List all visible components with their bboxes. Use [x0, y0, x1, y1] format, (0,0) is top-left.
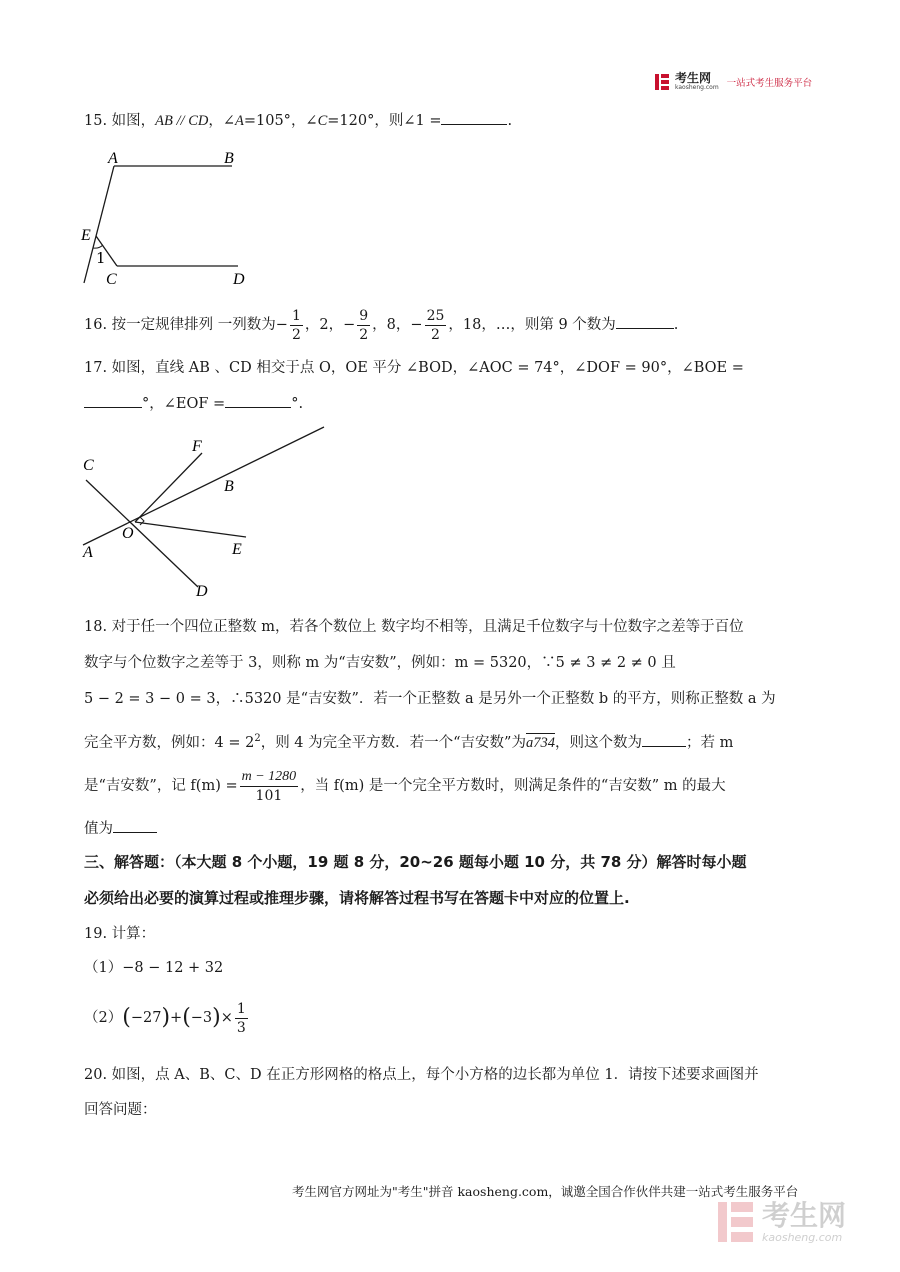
- q20-line2: 回答问题：: [84, 1102, 157, 1118]
- q19-part2: （2）(−27)+(−3)× $\frac{1}{3}$: [84, 1000, 246, 1036]
- q17-label-B: B: [224, 478, 234, 495]
- q18-line6: 值为: [84, 818, 157, 839]
- q15-label-A: A: [108, 150, 118, 167]
- watermark: [716, 1200, 846, 1244]
- q17-answer-blank-1[interactable]: [84, 393, 142, 408]
- q15-answer-blank[interactable]: [441, 110, 507, 125]
- header-logo: [653, 72, 812, 91]
- q17-label-O: O: [122, 525, 134, 542]
- q18-line2: 数字与个位数字之差等于 3，则称 m 为“吉安数”，例如：m = 5320，∵5 ≠ 3 ≠ 2 ≠ 0 且: [84, 655, 676, 671]
- q16-answer-blank[interactable]: [616, 314, 674, 329]
- logo-domain: kaosheng.com: [675, 84, 719, 91]
- q16-text: 16. 按一定规律排列 一列数为− $\frac{1}{2}$ ，2，− $\frac{9}{2}$ ，8，− $\frac{25}{2}$ ，18，…，则第 9 个数为 .: [84, 307, 679, 343]
- q15-figure: [78, 145, 278, 295]
- watermark-logo-icon: [716, 1200, 756, 1244]
- q15-label-1: 1: [96, 249, 106, 267]
- q18-line5: 是“吉安数”，记 f(m) = $\frac{m - 1280}{101}$ ，当 f(m) 是一个完全平方数时，则满足条件的“吉安数” m 的最大: [84, 768, 726, 804]
- q18-line3: 5 − 2 = 3 − 0 = 3，∴5320 是“吉安数”．若一个正整数 a 是另外一个正整数 b 的平方，则称正整数 a 为: [84, 691, 776, 707]
- watermark-domain: kaosheng.com: [762, 1231, 843, 1244]
- q17-label-C: C: [83, 457, 94, 474]
- q15-label-C: C: [106, 271, 117, 288]
- q17-label-A: A: [83, 544, 93, 561]
- q17-label-F: F: [192, 438, 202, 455]
- q20-line1: 20. 如图，点 A、B、C、D 在正方形网格的格点上，每个小方格的边长都为单位 1．请按下述要求画图并: [84, 1067, 759, 1083]
- q17-line1: 17. 如图，直线 AB 、CD 相交于点 O，OE 平分 ∠BOD，∠AOC = 74°，∠DOF = 90°，∠BOE =: [84, 360, 744, 376]
- q17-label-D: D: [196, 583, 208, 600]
- q18-line1: 18. 对于任一个四位正整数 m，若各个数位上 数字均不相等，且满足千位数字与十位数字之差等于百位: [84, 619, 744, 635]
- logo-name: 考生网: [675, 71, 712, 85]
- q15-text: 15. 如图，AB // CD，∠A=105°，∠C=120°，则∠1 = .: [84, 110, 512, 131]
- section3-heading-line1: 三、解答题：（本大题 8 个小题，19 题 8 分，20~26 题每小题 10 分，共 78 分）解答时每小题: [84, 853, 747, 871]
- watermark-text: 考生网: [762, 1199, 847, 1232]
- logo-slogan: 一站式考生服务平台: [726, 77, 813, 89]
- section3-heading-line2: 必须给出必要的演算过程或推理步骤，请将解答过程书写在答题卡中对应的位置上.: [84, 889, 630, 907]
- q15-label-B: B: [224, 150, 234, 167]
- q17-label-E: E: [232, 541, 242, 558]
- q17-figure: [78, 420, 338, 600]
- footer-text: 考生网官方网址为"考生"拼音 kaosheng.com，诚邀全国合作伙伴共建一站式考生服务平台: [292, 1184, 799, 1199]
- q18-answer-blank-2[interactable]: [113, 818, 157, 833]
- q18-line4: 完全平方数，例如：$4 = 2^2$，则 4 为完全平方数．若一个“吉安数”为a734，则这个数为 ；若 m: [84, 733, 734, 751]
- q18-answer-blank-1[interactable]: [642, 732, 686, 747]
- q19-part1: （1）−8 − 12 + 32: [84, 960, 224, 976]
- q15-label-D: D: [233, 271, 245, 288]
- logo-mark-icon: [653, 73, 671, 91]
- q17-answer-blank-2[interactable]: [225, 393, 291, 408]
- q15-label-E: E: [81, 227, 91, 244]
- q19-title: 19. 计算：: [84, 926, 156, 942]
- q17-line2: °，∠EOF = °.: [84, 393, 303, 414]
